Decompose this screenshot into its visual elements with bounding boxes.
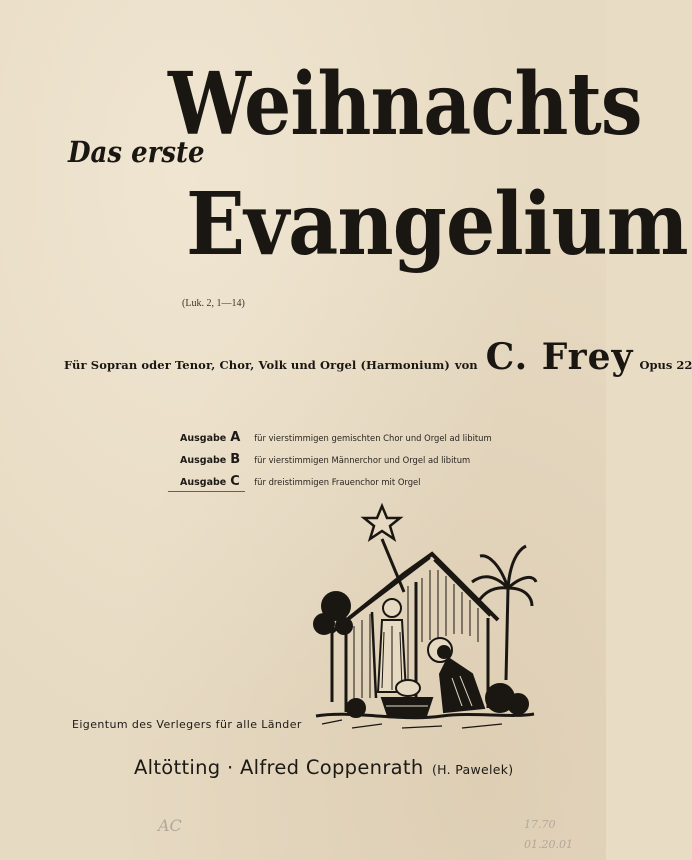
mary-figure [428, 638, 484, 712]
edition-c-row [180, 474, 560, 492]
pencil-mark-right-bottom: 01.20.01 [524, 838, 573, 851]
edition-letter: A [230, 430, 241, 445]
instrumentation-text: Für Sopran oder Tenor, Chor, Volk und Orgel (Harmonium) [64, 358, 450, 372]
title-prefix: Das erste [68, 136, 205, 170]
edition-c-underline [168, 491, 245, 492]
composer-von: von [454, 358, 478, 372]
edition-word: Ausgabe [180, 455, 227, 466]
pencil-mark-left: AC [158, 816, 182, 835]
composer-name: C. Frey [485, 336, 634, 378]
ownership-note: Eigentum des Verlegers für alle Länder [72, 718, 302, 731]
edition-word: Ausgabe [180, 433, 227, 444]
edition-description: für vierstimmigen Männerchor und Orgel ad libitum [254, 455, 471, 465]
star-icon [364, 506, 400, 539]
edition-description: für vierstimmigen gemischten Chor und Orgel ad libitum [254, 433, 492, 443]
opus-number: Opus 22 [639, 358, 692, 372]
edition-a-row [180, 430, 560, 448]
subtitle-row [64, 336, 692, 378]
publisher-name: Altötting · Alfred Coppenrath [134, 756, 424, 779]
publisher-line [134, 756, 513, 779]
palm-tree [472, 546, 536, 680]
nativity-woodcut-illustration [312, 502, 538, 734]
pencil-mark-right-top: 17.70 [524, 818, 556, 831]
edition-letter: C [230, 474, 240, 489]
title-evangelium: Evangelium [186, 174, 688, 275]
edition-letter: B [230, 452, 241, 467]
publisher-owner: (H. Pawelek) [432, 762, 514, 777]
edition-word: Ausgabe [180, 477, 227, 488]
title-weihnachts: Weihnachts [168, 54, 642, 155]
edition-description: für dreistimmigen Frauenchor mit Orgel [254, 477, 421, 487]
scripture-reference: (Luk. 2, 1—14) [182, 298, 245, 309]
edition-b-row [180, 452, 560, 470]
